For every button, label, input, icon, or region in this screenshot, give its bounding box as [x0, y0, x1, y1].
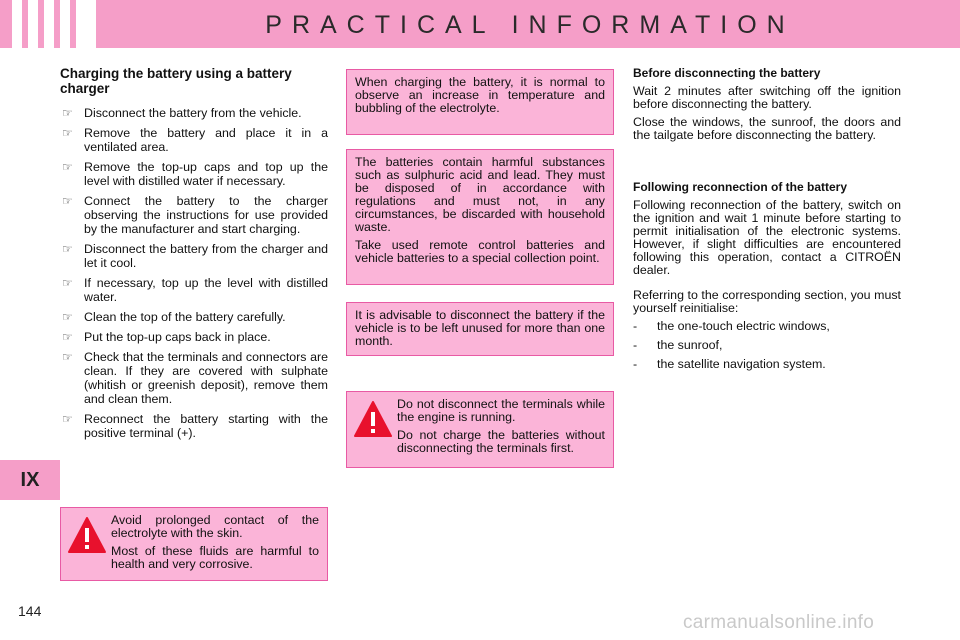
note-text: It is advisable to disconnect the battery if the vehicle is to be left unused for more than one month.	[355, 308, 605, 348]
list-item: ☞ Put the top-up caps back in place.	[62, 330, 271, 344]
list-item: ☞ Reconnect the battery starting with the positive terminal (+).	[62, 412, 328, 440]
battery-info-column	[633, 67, 901, 377]
pointing-hand-icon: ☞	[62, 310, 73, 324]
list-item: ☞ Check that the terminals and connectors are clean. If they are covered with sulphate (whitish or greenish deposit), remove them and clean them.	[62, 350, 328, 406]
list-item: ☞ If necessary, top up the level with distilled water.	[62, 276, 328, 304]
electrolyte-warning-box	[60, 507, 328, 581]
pointing-hand-icon: ☞	[62, 412, 73, 426]
list-item: ☞ Disconnect the battery from the vehicle.	[62, 106, 302, 120]
before-disconnecting-heading: Before disconnecting the battery	[633, 66, 821, 80]
paragraph: Wait 2 minutes after switching off the ignition before disconnecting the battery.	[633, 84, 901, 111]
paragraph: Close the windows, the sunroof, the doors and the tailgate before disconnecting the battery.	[633, 115, 901, 142]
charging-section	[60, 66, 328, 446]
warning-text: Avoid prolonged contact of the electrolyte with the skin.	[111, 513, 319, 540]
charging-heading: Charging the battery using a battery charger	[60, 66, 292, 96]
warning-triangle-icon	[67, 516, 107, 554]
warning-text: Do not charge the batteries without disconnecting the terminals first.	[397, 428, 605, 455]
dash-bullet: -	[633, 319, 638, 333]
header-stripe	[28, 0, 38, 48]
terminals-warning-box	[346, 391, 614, 468]
warning-triangle-icon	[353, 400, 393, 438]
list-item: ☞ Remove the battery and place it in a ventilated area.	[62, 126, 328, 154]
pointing-hand-icon: ☞	[62, 242, 73, 256]
pointing-hand-icon: ☞	[62, 160, 73, 174]
list-item: - the sunroof,	[633, 338, 723, 352]
page-header	[0, 0, 960, 48]
dash-bullet: -	[633, 338, 638, 352]
pointing-hand-icon: ☞	[62, 106, 73, 120]
pointing-hand-icon: ☞	[62, 330, 73, 344]
list-item: - the one-touch electric windows,	[633, 319, 830, 333]
list-item: ☞ Connect the battery to the charger observing the instructions for use provided by the manufacturer and start charging.	[62, 194, 328, 236]
chapter-tab: IX	[0, 460, 60, 500]
disposal-box	[346, 149, 614, 285]
header-stripe	[44, 0, 54, 48]
header-stripe	[12, 0, 22, 48]
pointing-hand-icon: ☞	[62, 350, 73, 364]
note-text: Take used remote control batteries and vehicle batteries to a special collection point.	[355, 238, 605, 265]
list-item: - the satellite navigation system.	[633, 357, 826, 371]
warning-text: Most of these fluids are harmful to health and very corrosive.	[111, 544, 319, 571]
header-stripes	[12, 0, 96, 48]
header-stripe	[60, 0, 70, 48]
list-item: ☞ Disconnect the battery from the charger and let it cool.	[62, 242, 328, 270]
advice-box	[346, 302, 614, 356]
note-text: When charging the battery, it is normal to observe an increase in temperature and bubbling of the electrolyte.	[355, 75, 605, 115]
paragraph: Following reconnection of the battery, switch on the ignition and wait 1 minute before starting to permit initialisation of the electronic systems. However, if slight difficulties are encountered following this operation, contact a CITROËN dealer.	[633, 198, 901, 277]
page-number: 144	[18, 603, 42, 619]
charging-note-box	[346, 69, 614, 135]
following-reconnection-heading: Following reconnection of the battery	[633, 180, 848, 194]
dash-bullet: -	[633, 357, 638, 371]
warning-text: Do not disconnect the terminals while the engine is running.	[397, 397, 605, 424]
pointing-hand-icon: ☞	[62, 194, 73, 208]
header-stripe	[76, 0, 96, 48]
list-item: ☞ Clean the top of the battery carefully.	[62, 310, 286, 324]
list-item: ☞ Remove the top-up caps and top up the level with distilled water if necessary.	[62, 160, 328, 188]
charging-steps	[60, 106, 328, 440]
paragraph: Referring to the corresponding section, you must yourself reinitialise:	[633, 288, 901, 315]
note-text: The batteries contain harmful substances such as sulphuric acid and lead. They must be disposed of in accordance with regulations and must not, in any circumstances, be discarded with household waste.	[355, 155, 605, 234]
pointing-hand-icon: ☞	[62, 276, 73, 290]
watermark: carmanualsonline.info	[683, 612, 875, 633]
pointing-hand-icon: ☞	[62, 126, 73, 140]
reinitialise-list	[633, 320, 901, 371]
page-title: PRACTICAL INFORMATION	[265, 11, 795, 39]
